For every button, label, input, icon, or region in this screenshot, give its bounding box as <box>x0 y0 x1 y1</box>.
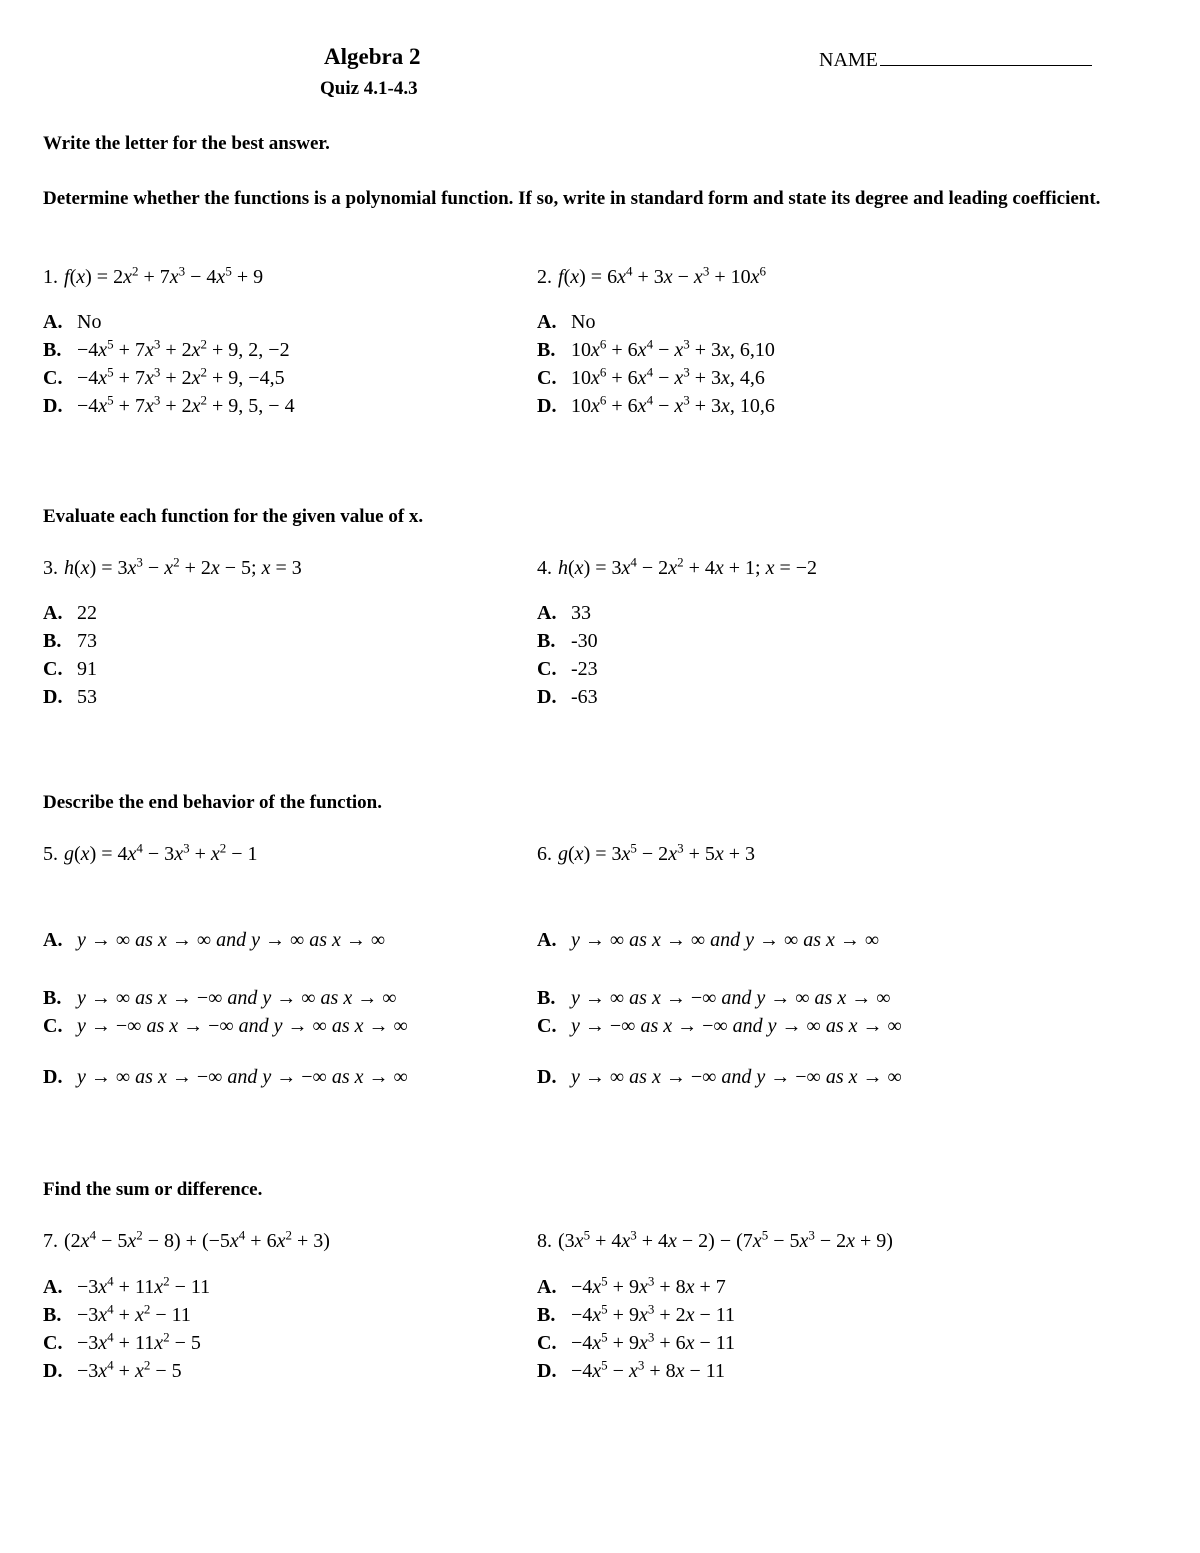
answer-option[interactable]: C. $-4x^5 + 7x^3 + 2x^2 + 9$, −4,5 <box>43 364 285 389</box>
section3-instruction: Describe the end behavior of the function. <box>43 792 382 813</box>
answer-option[interactable]: C. y → −∞ as x → −∞ and y → ∞ as x → ∞ <box>537 1015 902 1037</box>
answer-option[interactable]: A. 33 <box>537 602 591 624</box>
answer-option[interactable]: C. -23 <box>537 658 598 680</box>
answer-option[interactable]: B. -30 <box>537 630 598 652</box>
answer-option[interactable]: D. $-3x^4 + x^2 - 5$ <box>43 1357 182 1382</box>
question-4: 4. $h(x) = 3x^4 - 2x^2 + 4x + 1$; x = −2 <box>537 554 818 579</box>
answer-option[interactable]: B. $-3x^4 + x^2 - 11$ <box>43 1301 191 1326</box>
question-8-options <box>537 1273 735 1385</box>
question-4-options <box>537 599 598 711</box>
answer-option[interactable]: B. $10x^6 + 6x^4 - x^3 + 3x$, 6,10 <box>537 336 775 361</box>
question-number: 7. <box>43 1230 58 1252</box>
answer-option[interactable]: A. No <box>537 311 596 333</box>
quiz-subtitle: Quiz 4.1-4.3 <box>320 78 418 99</box>
question-7-options <box>43 1273 210 1385</box>
answer-option[interactable]: B. y → ∞ as x → −∞ and y → ∞ as x → ∞ <box>43 987 397 1009</box>
section2-instruction: Evaluate each function for the given value of x. <box>43 506 424 527</box>
question-number: 8. <box>537 1230 552 1252</box>
question-2: 2. $f(x) = 6x^4 + 3x - x^3 + 10x^6$ <box>537 263 766 288</box>
answer-option[interactable]: B. y → ∞ as x → −∞ and y → ∞ as x → ∞ <box>537 987 891 1009</box>
answer-option[interactable]: A. No <box>43 311 102 333</box>
answer-option[interactable]: A. y → ∞ as x → ∞ and y → ∞ as x → ∞ <box>43 929 386 951</box>
answer-option[interactable]: D. $-4x^5 - x^3 + 8x - 11$ <box>537 1357 726 1382</box>
answer-option[interactable]: B. 73 <box>43 630 97 652</box>
question-number: 3. <box>43 557 58 579</box>
answer-option[interactable]: A. $-4x^5 + 9x^3 + 8x + 7$ <box>537 1273 726 1298</box>
answer-option[interactable]: D. -63 <box>537 686 598 708</box>
general-instruction: Write the letter for the best answer. <box>43 133 330 154</box>
question-number: 1. <box>43 266 58 288</box>
answer-option[interactable]: C. $-4x^5 + 9x^3 + 6x - 11$ <box>537 1329 736 1354</box>
name-field <box>819 48 1092 72</box>
question-number: 4. <box>537 557 552 579</box>
section4-instruction: Find the sum or difference. <box>43 1179 263 1200</box>
answer-option[interactable]: C. 91 <box>43 658 97 680</box>
question-6-options <box>537 984 902 1040</box>
name-blank-line[interactable] <box>880 48 1092 66</box>
answer-option[interactable]: A. $-3x^4 + 11x^2 - 11$ <box>43 1273 211 1298</box>
answer-option[interactable]: B. $-4x^5 + 7x^3 + 2x^2 + 9$, 2, −2 <box>43 336 290 361</box>
answer-option[interactable]: D. $10x^6 + 6x^4 - x^3 + 3x$, 10,6 <box>537 392 775 417</box>
answer-option[interactable]: B. $-4x^5 + 9x^3 + 2x - 11$ <box>537 1301 736 1326</box>
answer-option[interactable]: D. y → ∞ as x → −∞ and y → −∞ as x → ∞ <box>43 1066 408 1088</box>
question-3-options <box>43 599 97 711</box>
question-1-options <box>43 308 295 420</box>
answer-option[interactable]: D. y → ∞ as x → −∞ and y → −∞ as x → ∞ <box>537 1066 902 1088</box>
question-number: 2. <box>537 266 552 288</box>
answer-option[interactable]: D. $-4x^5 + 7x^3 + 2x^2 + 9$, 5, − 4 <box>43 392 295 417</box>
name-label: NAME <box>819 49 878 71</box>
question-1: 1. $f(x) = 2x^2 + 7x^3 - 4x^5 + 9$ <box>43 263 264 288</box>
answer-option[interactable]: D. 53 <box>43 686 97 708</box>
answer-option[interactable]: A. y → ∞ as x → ∞ and y → ∞ as x → ∞ <box>537 929 880 951</box>
quiz-title: Algebra 2 <box>324 44 421 69</box>
answer-option[interactable]: A. 22 <box>43 602 97 624</box>
question-3: 3. $h(x) = 3x^3 - x^2 + 2x - 5$; x = 3 <box>43 554 302 579</box>
question-7: 7. $(2x^4 - 5x^2 - 8) + (-5x^4 + 6x^2 + 3)$ <box>43 1227 330 1252</box>
question-number: 6. <box>537 843 552 865</box>
question-5: 5. $g(x) = 4x^4 - 3x^3 + x^2 - 1$ <box>43 840 258 865</box>
section1-instruction: Determine whether the functions is a polynomial function. If so, write in standard form and state its degree and leading coefficient. <box>43 188 1101 209</box>
question-8: 8. $(3x^5 + 4x^3 + 4x - 2) - (7x^5 - 5x^3 - 2x + 9)$ <box>537 1227 893 1252</box>
answer-option[interactable]: C. $-3x^4 + 11x^2 - 5$ <box>43 1329 201 1354</box>
question-6: 6. $g(x) = 3x^5 - 2x^3 + 5x + 3$ <box>537 840 756 865</box>
answer-option[interactable]: C. $10x^6 + 6x^4 - x^3 + 3x$, 4,6 <box>537 364 765 389</box>
question-5-options <box>43 984 408 1040</box>
question-2-options <box>537 308 775 420</box>
question-number: 5. <box>43 843 58 865</box>
answer-option[interactable]: C. y → −∞ as x → −∞ and y → ∞ as x → ∞ <box>43 1015 408 1037</box>
